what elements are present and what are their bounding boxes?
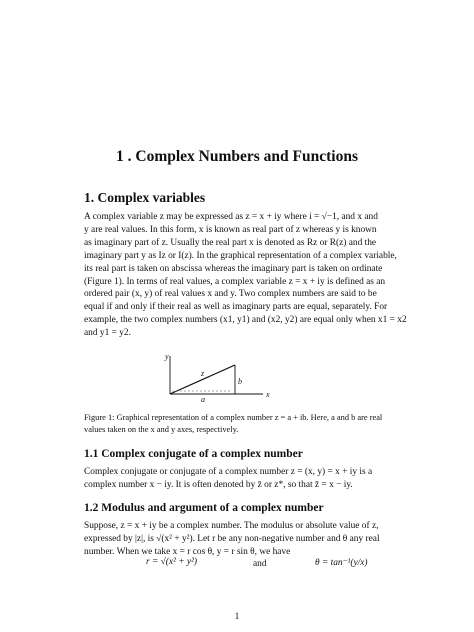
paragraph-line: equal if and only if their real as well as imaginary parts are equal, separately. For [84,302,388,313]
paragraph-conjugate [84,466,390,492]
paragraph-line: A complex variable z may be expressed as z = x + iy where i = √−1, and x and [84,212,378,222]
paragraph-line: example, the two complex numbers (x1, y1) and (x2, y2) are equal only when x1 = x2 [84,315,407,326]
chapter-title: 1 . Complex Numbers and Functions [116,148,358,165]
equation-argument: θ = tan⁻¹(y/x) [315,558,368,568]
paragraph-complex-variables [84,211,407,340]
paragraph-line: imaginary part y as Iz or I(z). In the graphical representation of a complex variable, [84,250,397,261]
caption-line: values taken on the x and y axes, respectively. [84,425,239,434]
subsection-title-modulus: 1.2 Modulus and argument of a complex number [84,502,324,514]
paragraph-line: Suppose, z = x + iy be a complex number. The modulus or absolute value of z, [84,521,379,531]
figure-caption [84,412,390,436]
figure-label-y: y [165,352,169,361]
caption-line: Figure 1: Graphical representation of a complex number z = a + ib. Here, a and b are real [84,413,383,422]
equation-modulus: r = √(x² + y²) [146,557,198,567]
subsection-title-conjugate: 1.1 Complex conjugate of a complex number [84,448,303,460]
section-title: 1. Complex variables [84,190,206,205]
paragraph-line: expressed by |z|, is √(x² + y²). Let r be any non-negative number and θ any real [84,533,380,544]
paragraph-line: as imaginary part of z. Usually the real part x is denoted as Rz or R(z) and the [84,237,377,248]
equation-connector: and [253,559,267,569]
paragraph-line: y are real values. In this form, x is known as real part of z whereas y is known [84,224,377,235]
paragraph-modulus [84,520,390,559]
paragraph-line: Complex conjugate or conjugate of a complex number z = (x, y) = x + iy is a [84,467,373,477]
page-number: 1 [234,612,240,622]
paragraph-line: and y1 = y2. [84,328,131,339]
paragraph-line: complex number x − iy. It is often denoted by z̄ or z*, so that z̄ = x − iy. [84,479,353,490]
paragraph-line: (Figure 1). In terms of real values, a complex variable z = x + iy is defined as an [84,276,386,287]
paragraph-line: number. When we take x = r cos θ, y = r sin θ, we have [84,546,291,557]
figure-label-z: z [201,369,205,378]
figure-label-a: a [201,395,205,404]
figure-label-x: x [266,390,270,399]
paragraph-line: its real part is taken on abscissa whereas the imaginary part is taken on ordinate [84,263,383,274]
figure-label-b: b [238,377,242,386]
complex-plane-figure [150,350,280,408]
paragraph-line: ordered pair (x, y) of real values x and y. Two complex numbers are said to be [84,289,377,300]
